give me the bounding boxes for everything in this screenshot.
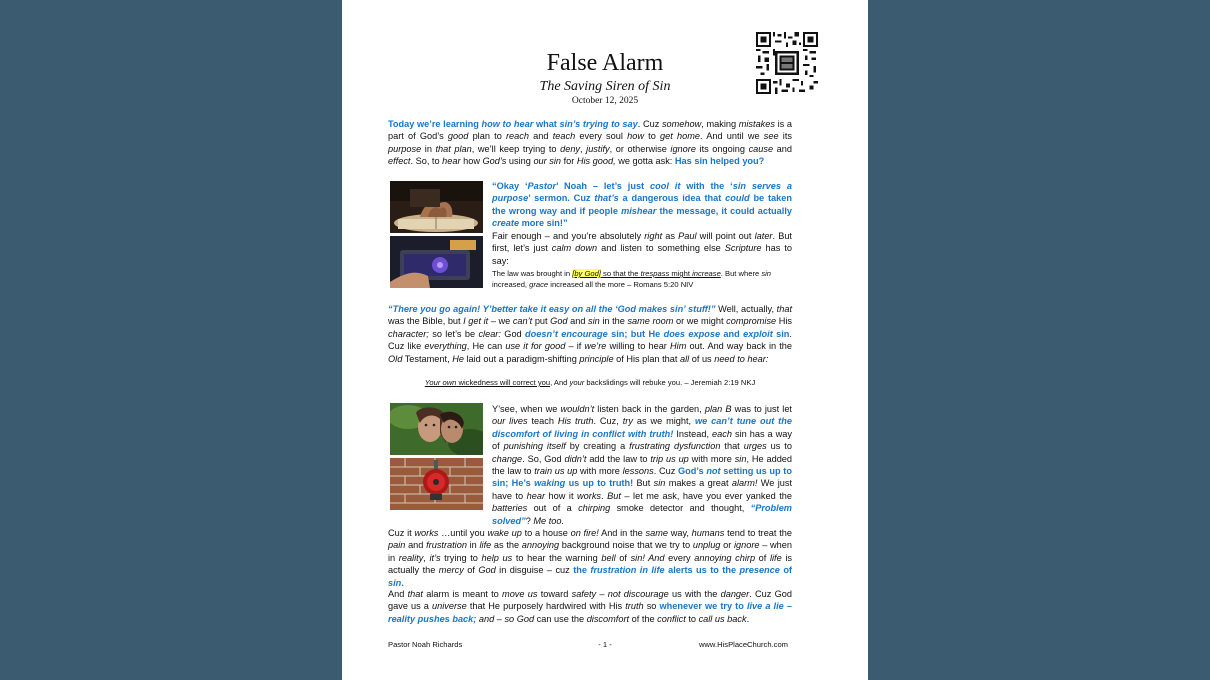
footer-author: Pastor Noah Richards: [388, 640, 463, 649]
footer-website: www.HisPlaceChurch.com: [698, 640, 788, 649]
scripture-jeremiah: Your own wickedness will correct you, And your backslidings will rebuke you. – Jeremiah 2:19 NKJ: [424, 378, 756, 387]
alarm-paragraph: Cuz it works …until you wake up to a house on fire! And in the same way, humans tend to treat the pain and frustration in life as the annoying background noise that we try to unplug or ignore – when in reality, it’s trying to help us to hear the warning bell of sin! And every annoying chirp of life is actually the mercy of God in disguise – cuz the frustration in life alerts us to the presence of sin.: [388, 528, 792, 588]
objection-quote-1: “Okay ‘Pastor’ Noah – let’s just cool it with the ‘sin serves a purpose’ sermon. Cuz that’s a dangerous idea that could be taken the wrong way and if people mishear the message, it could actually create more sin!”: [492, 181, 792, 229]
qr-code-icon: [756, 32, 818, 94]
closing-paragraph: And that alarm is meant to move us toward safety – not discourage us with the danger. Cuz God gave us a universe that He purposely hardwired with His truth so whenever we try to live a lie – reality pushes back; and – so God can use the discomfort of the conflict to call us back.: [388, 589, 792, 624]
response-paragraph: Fair enough – and you’re absolutely right as Paul will point out later. But first, let’s just calm down and listen to something else Scripture has to say:: [492, 231, 792, 266]
fire-alarm-bell-image: [390, 458, 483, 510]
footer-page-number: - 1 -: [598, 640, 612, 649]
intro-paragraph: Today we’re learning how to hear what sin’s trying to say. Cuz somehow, making mistakes is a part of God’s good plan to reach and teach every soul how to get home. And until we see its purpose in that plan, we’ll keep trying to deny, justify, or otherwise ignore its ongoing cause and effect. So, to hear how God’s using our sin for His good, we gotta ask: Has sin helped you?: [388, 119, 793, 167]
smoke-detector-hand-image: [390, 236, 483, 288]
scripture-romans: The law was brought in [by God] so that the trespass might increase. But where sin increased, grace increased all the more – Romans 5:20 NIV: [492, 269, 772, 289]
objection-paragraph-2: “There you go again! Y’better take it easy on all the ‘God makes sin’ stuff!” Well, actually, that was the Bible, but I get it – we can’t put God and sin in the same room or we might compromise His character; so let’s be clear: God doesn’t encourage sin; but He does expose and exploit sin. Cuz like everything, He can use it for good – if we’re willing to hear Him out. And way back in the Old Testament, He laid out a paradigm-shifting principle of His plan that all of us need to hear:: [388, 304, 793, 364]
adam-eve-garden-image: [390, 403, 483, 455]
plan-b-paragraph: Y’see, when we wouldn’t listen back in the garden, plan B was to just let our lives teach His truth. Cuz, try as we might, we can’t tune out the discomfort of living in conflict with truth! Instead, each sin has a way of punishing itself by creating a frustrating dysfunction that urges us to change. So, God didn’t add the law to trip us up with more sin, He added the law to train us up with more lessons. Cuz God’s not setting us up to sin; He’s waking us up to truth! But sin makes a great alarm! We just have to hear how it works. But – let me ask, have you ever yanked the batteries out of a chirping smoke detector and thought, “Problem solved”? Me too.: [492, 404, 793, 526]
praying-hands-bible-image: [390, 181, 483, 233]
page-title: False Alarm: [546, 50, 664, 76]
page-subtitle: The Saving Siren of Sin: [539, 79, 671, 94]
sermon-date: October 12, 2025: [571, 96, 639, 106]
sermon-page: [342, 0, 868, 680]
